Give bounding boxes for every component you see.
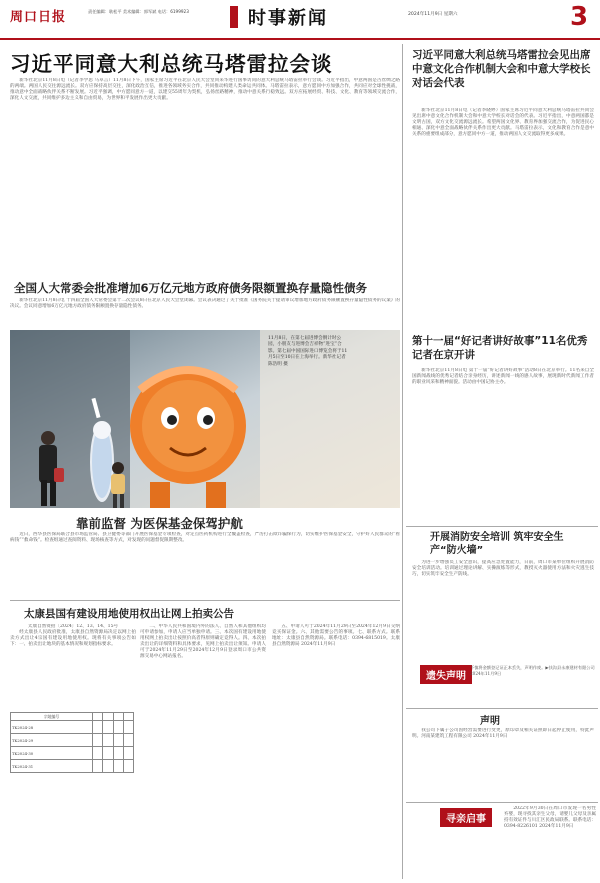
third-headline: 靠前监督 为医保基金保驾护航 [76,516,243,531]
second-headline: 全国人大常委会批准增加6万亿元地方政府债务限额置换存量隐性债务 [14,281,367,295]
table-row [11,760,134,773]
lost-notice-label: 遗失声明 [420,665,472,684]
third-article-body [10,532,400,598]
right-headline-1: 习近平同意大利总统马塔雷拉会见出席中意文化合作机制大会和中意大学校长对话会代表 [412,49,591,89]
auction-notice-terms: 二、中华人民共和国境内外的法人、自然人和其他组织均可申请参加，申请人应当单独申请。三、本次国有建设用地使用权网上拍卖出让按照价高者得原则确定竞得人。四、本次拍卖出让的详细资料和具体要求，见网上拍卖出让须知。申请人可于2024年11月29日至2024年12月9日登录周口市公共资源交易中心网站报名。 [140,624,266,660]
right-headline-2: 第十一届“好记者讲好故事”11名优秀记者在京开讲 [412,335,588,361]
parcel-id: TK2024-30 [11,747,93,760]
section-title: 时事新闻 [248,8,328,29]
parcel-table-header [11,713,134,721]
right-article-2-text: 新华社北京11月8日电 第十一届“好记者讲好故事”活动8日在北京举行。11名来自全国新闻战线的优秀记者结合亲身经历，讲述新闻一线的感人故事，展现新时代新闻工作者的职业风采和精神面貌。活动由中国记协主办。 [412,368,594,386]
horizontal-rule [10,600,400,601]
auction-notice-ref: 太康自然资拍〔2024〕12、13、14、15号 [27,624,119,629]
horizontal-rule [406,708,598,709]
right-headline-3: 开展消防安全培训 筑牢安全生产“防火墙” [430,532,564,556]
parcel-id: TK2024-28 [11,721,93,734]
lead-article-text: 新华社北京11月8日电（记者李学思 马卓言）11月8日下午，国家主席习近平在北京人民大会堂同来华进行国事访问的意大利总统马塔雷拉举行会谈。习近平指出，中意两国是古丝绸之路的两端。两国人民交往源远流长。双方应保持高层交往，深化政治互信，推进各领域务实合作，共同推动构建人类命运共同体。马塔雷拉表示，意方愿同中方加强合作，共同应对全球性挑战，推动意中全面战略伙伴关系不断发展。习近平强调，中方愿同意方一道，以建交55周年为契机，弘扬丝路精神，推动中意关系行稳致远。双方应拓展经贸、科技、文化、教育等领域交流合作，深化人文交流，共同维护多边主义和自由贸易，为世界和平发展作出更大贡献。 [10,78,400,102]
page-number: 3 [570,2,589,32]
column-divider [402,44,403,879]
newspaper-logo: 周口日报 [10,10,67,25]
statement-text: 我公司下属子公司因经营需要进行变更，原印章及相关证照即日起停止使用，特此声明。河南某建筑工程有限公司 2024年11月9日 [412,728,594,740]
section-accent-bar [230,6,238,28]
family-search-text: 2022年9月30日在周口市发现一名男性弃婴，现寻找其亲生父母，请婴儿父母及亲属持有效证件与川汇区民政局联系。联系电话：0394-8226101 2024年11月9日 [504,806,596,830]
masthead [0,0,600,40]
auction-notice-col2 [140,624,266,879]
table-row [11,721,134,734]
family-search-body [504,806,596,878]
masthead-editors: 责任编辑：耿松平 美术编辑：郭军斌 电话：6199923 [88,9,189,14]
third-article-text: 近日，西华县医保局联合县市场监管局、县卫健委等部门开展医保基金专项检查，对定点医药机构进行全覆盖检查，严厉打击欺诈骗保行为，切实维护医保基金安全，守护好人民群众的“看病钱”“救命钱”。检查组通过查阅资料、现场核查等方式，对发现的问题督促限期整改。 [10,532,400,544]
auction-notice-contact: 五、申请人可于2024年11月29日至2024年12月9日交纳竞买保证金。六、其他需要公告的事项。七、联系方式。联系地址：太康县自然资源局。联系电话：0394-6815019。太康县自然资源局 2024年11月9日 [272,624,400,648]
right-article-1-body [412,108,594,326]
auction-notice-intro: 经太康县人民政府批准，太康县自然资源局决定以网上拍卖方式出让4宗国有建设用地使用权。现将有关事项公告如下：一、拍卖出让地块的基本情况和规划指标要求。 [10,630,136,648]
horizontal-rule [406,802,598,803]
parcel-table [10,712,134,773]
statement-body [412,728,594,800]
table-row [11,747,134,760]
auction-notice-col1 [10,624,136,710]
horizontal-rule [406,526,598,527]
auction-notice-headline: 太康县国有建设用地使用权出让网上拍卖公告 [24,608,234,620]
lead-headline: 习近平同意大利总统马塔雷拉会谈 [10,52,333,76]
second-article-text: 新华社北京11月8日电 十四届全国人大常委会第十二次会议8日在北京人民大会堂闭幕。会议表决通过了关于批准《国务院关于提请审议增加地方政府债务限额置换存量隐性债务的议案》的决议。会议同意增加6万亿元地方政府债务限额置换存量隐性债务。 [10,298,400,310]
lost-notice-body: 不慎将金额登记证正本丢失，声明作废。▶扶沟县永康建材有限公司 2024年11月9日 [470,665,595,676]
right-article-3-text: 为进一步增强员工安全意识，提高应急处置能力，日前，周口市某单位组织开展消防安全培训活动。培训通过理论讲解、实操演练等形式，教授灭火器使用方法和火灾逃生技巧，切实筑牢安全生产防线。 [412,560,594,578]
right-article-1-text: 新华社北京11月8日电（记者李晓婷）国家主席习近平同意大利总统马塔雷拉共同会见出席中意文化合作机制大会和中意大学校长对话会的代表。习近平指出，中意两国都是文明古国，双方文化交流源远流长。希望两国文化界、教育界加强交流合作，为促进民心相通、深化中意全面战略伙伴关系作出更大贡献。马塔雷拉表示，文化和教育合作是意中关系的重要组成部分，意方愿同中方一道，推动两国人文交流取得更多成果。 [412,108,594,138]
parcel-table-header-cell: 宗地编号 [11,713,93,721]
right-article-3-body [412,560,594,662]
parcel-id: TK2024-29 [11,734,93,747]
issue-date: 2024年11月9日 星期六 [408,12,458,17]
table-row [11,734,134,747]
parcel-id: TK2024-31 [11,760,93,773]
lead-article-body [10,78,400,276]
right-article-2-body [412,368,594,524]
photo-caption: 11月8日，在第七届进博会倒计时公园，小朋友与进博会吉祥物“进宝”合影。第七届中国国际进口博览会将于11月5日至10日在上海举行。新华社记者 陈浩明 摄 [268,336,348,367]
statement-title: 声明 [480,716,500,727]
second-article-body [10,298,400,328]
family-search-label: 寻亲启事 [440,808,492,827]
masthead-info [88,9,189,15]
auction-notice-col3 [272,624,400,879]
